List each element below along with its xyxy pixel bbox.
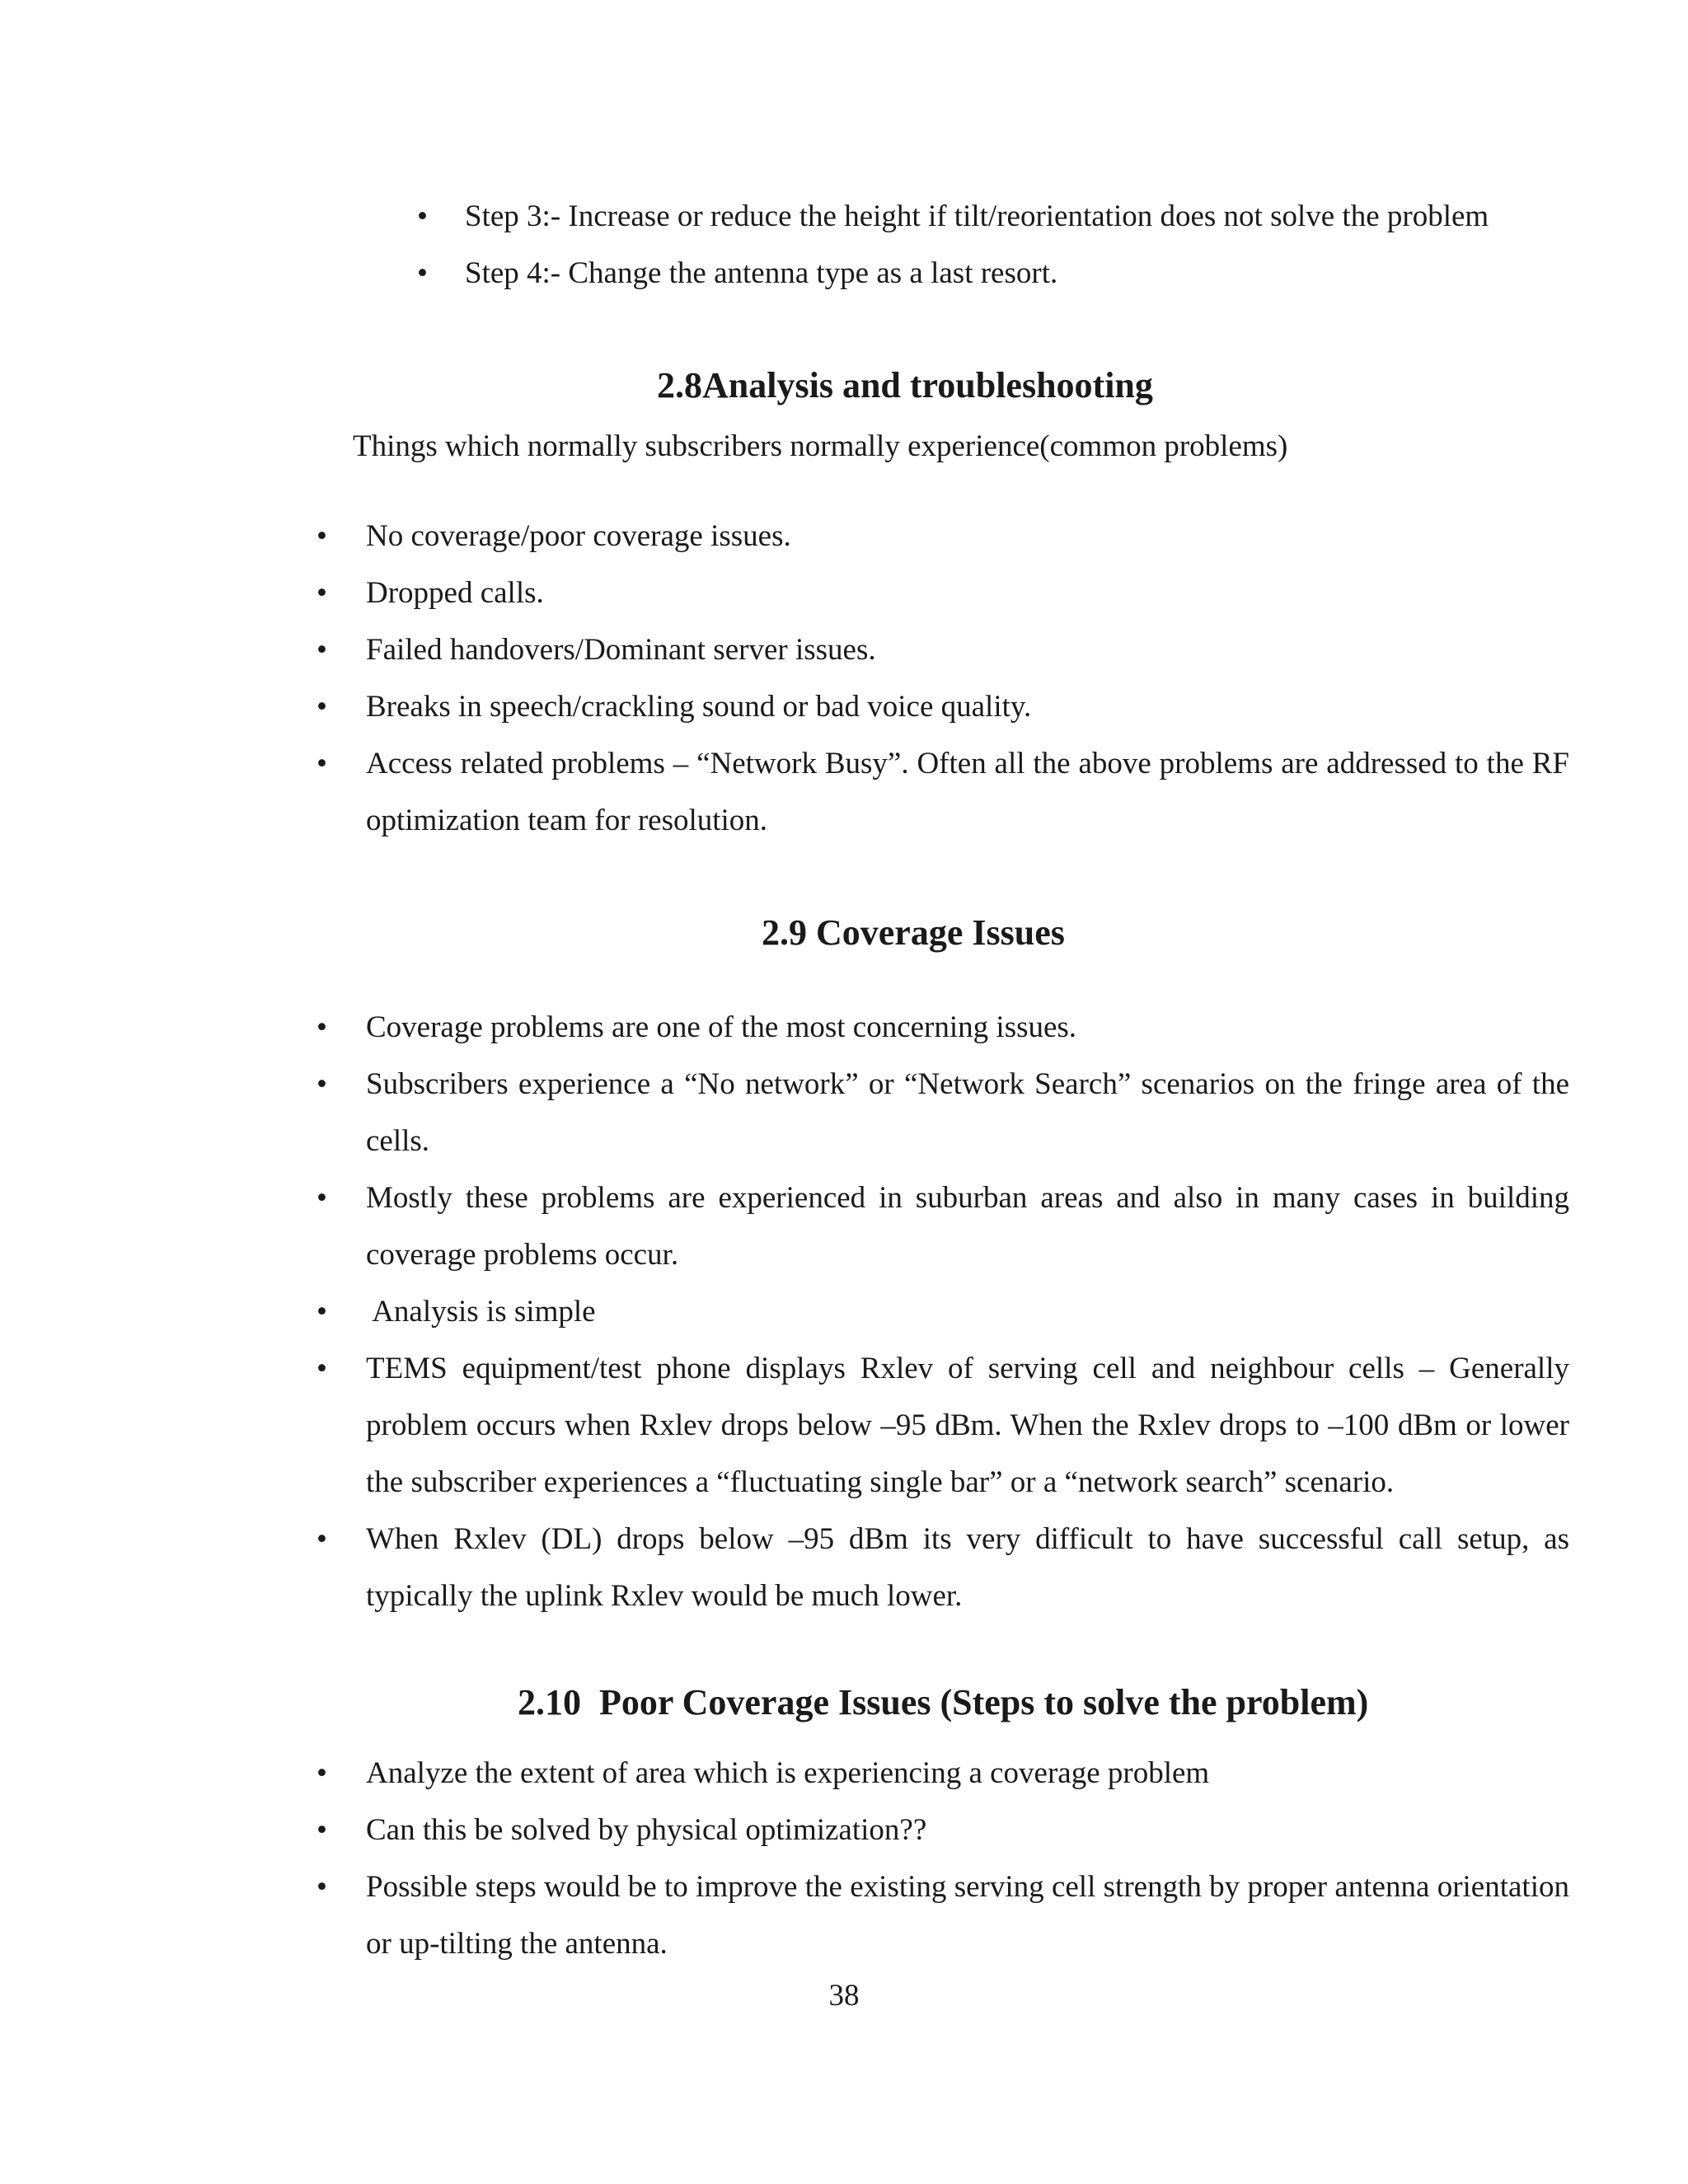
section-heading-2-9: 2.9 Coverage Issues <box>762 912 1065 953</box>
list-item <box>417 188 1571 245</box>
list-item <box>316 1283 1569 1340</box>
list-item-text: Subscribers experience a “No network” or “Network Search” scenarios on the fringe area of the cells. <box>366 1067 1569 1158</box>
list-item-text: Mostly these problems are experienced in suburban areas and also in many cases in building coverage problems occur. <box>366 1181 1569 1272</box>
bullet-icon: • <box>316 1181 327 1215</box>
steps-list <box>417 188 1571 302</box>
bullet-icon: • <box>316 1756 327 1790</box>
bullet-icon: • <box>316 1010 327 1044</box>
list-item <box>316 508 1569 565</box>
section-heading-2-8 <box>657 364 1153 406</box>
list-item <box>316 621 1569 678</box>
section-title: Analysis and troubleshooting <box>702 365 1153 405</box>
list-item-text: No coverage/poor coverage issues. <box>366 519 791 553</box>
list-item-text: When Rxlev (DL) drops below –95 dBm its very difficult to have successful call setup, as typically the uplink Rxlev would be much lower. <box>366 1522 1569 1613</box>
bullet-icon: • <box>316 1067 327 1101</box>
list-item <box>316 1340 1569 1511</box>
bullet-icon: • <box>316 1295 327 1329</box>
list-item <box>316 1745 1569 1802</box>
bullet-icon: • <box>316 1870 327 1904</box>
list-item <box>316 735 1569 849</box>
section-number: 2.8 <box>657 365 702 405</box>
list-item <box>316 1511 1569 1624</box>
list-item-text: Step 4:- Change the antenna type as a last resort. <box>465 256 1058 290</box>
list-item-text: Analysis is simple <box>366 1295 596 1329</box>
list-item-text: Analyze the extent of area which is experiencing a coverage problem <box>366 1756 1210 1790</box>
list-item-text: Can this be solved by physical optimization?? <box>366 1813 927 1847</box>
list-item-text: Failed handovers/Dominant server issues. <box>366 633 876 667</box>
section-heading-2-10: 2.10 Poor Coverage Issues (Steps to solve the problem) <box>518 1682 1369 1722</box>
bullet-icon: • <box>316 1352 327 1385</box>
list-item <box>316 999 1569 1056</box>
bullet-icon: • <box>316 1813 327 1847</box>
bullet-icon: • <box>316 633 327 667</box>
list-item-text: Possible steps would be to improve the existing serving cell strength by proper antenna orientation or up-tilting the antenna. <box>366 1870 1569 1961</box>
list-item <box>316 565 1569 621</box>
list-item <box>316 1802 1569 1858</box>
list-item-text: TEMS equipment/test phone displays Rxlev of serving cell and neighbour cells – Generally problem occurs when Rxlev drops below –95 dBm. When the Rxlev drops to –100 dBm or lower the subscriber experiences a “fluctuating single bar” or a “network search” scenario. <box>366 1352 1569 1499</box>
list-item-text: Dropped calls. <box>366 576 544 610</box>
list-item-text: Breaks in speech/crackling sound or bad voice quality. <box>366 690 1032 724</box>
bullet-icon: • <box>316 519 327 553</box>
section-intro: Things which normally subscribers normally experience(common problems) <box>353 429 1288 463</box>
list-item-text: Step 3:- Increase or reduce the height if tilt/reorientation does not solve the problem <box>465 199 1489 233</box>
common-problems-list <box>316 508 1569 849</box>
list-item <box>316 1169 1569 1283</box>
list-item-text: Coverage problems are one of the most concerning issues. <box>366 1010 1077 1044</box>
poor-coverage-steps-list <box>316 1745 1569 1972</box>
bullet-icon: • <box>316 1522 327 1556</box>
list-item-text: Access related problems – “Network Busy”. Often all the above problems are addressed to the RF optimization team for resolution. <box>366 747 1569 837</box>
list-item <box>316 678 1569 735</box>
page-number: 38 <box>828 1979 860 2013</box>
list-item <box>316 1056 1569 1169</box>
bullet-icon: • <box>316 747 327 780</box>
bullet-icon: • <box>417 256 428 290</box>
bullet-icon: • <box>316 690 327 724</box>
bullet-icon: • <box>316 576 327 610</box>
list-item <box>417 245 1571 302</box>
list-item <box>316 1858 1569 1972</box>
bullet-icon: • <box>417 199 428 233</box>
coverage-issues-list <box>316 999 1569 1624</box>
